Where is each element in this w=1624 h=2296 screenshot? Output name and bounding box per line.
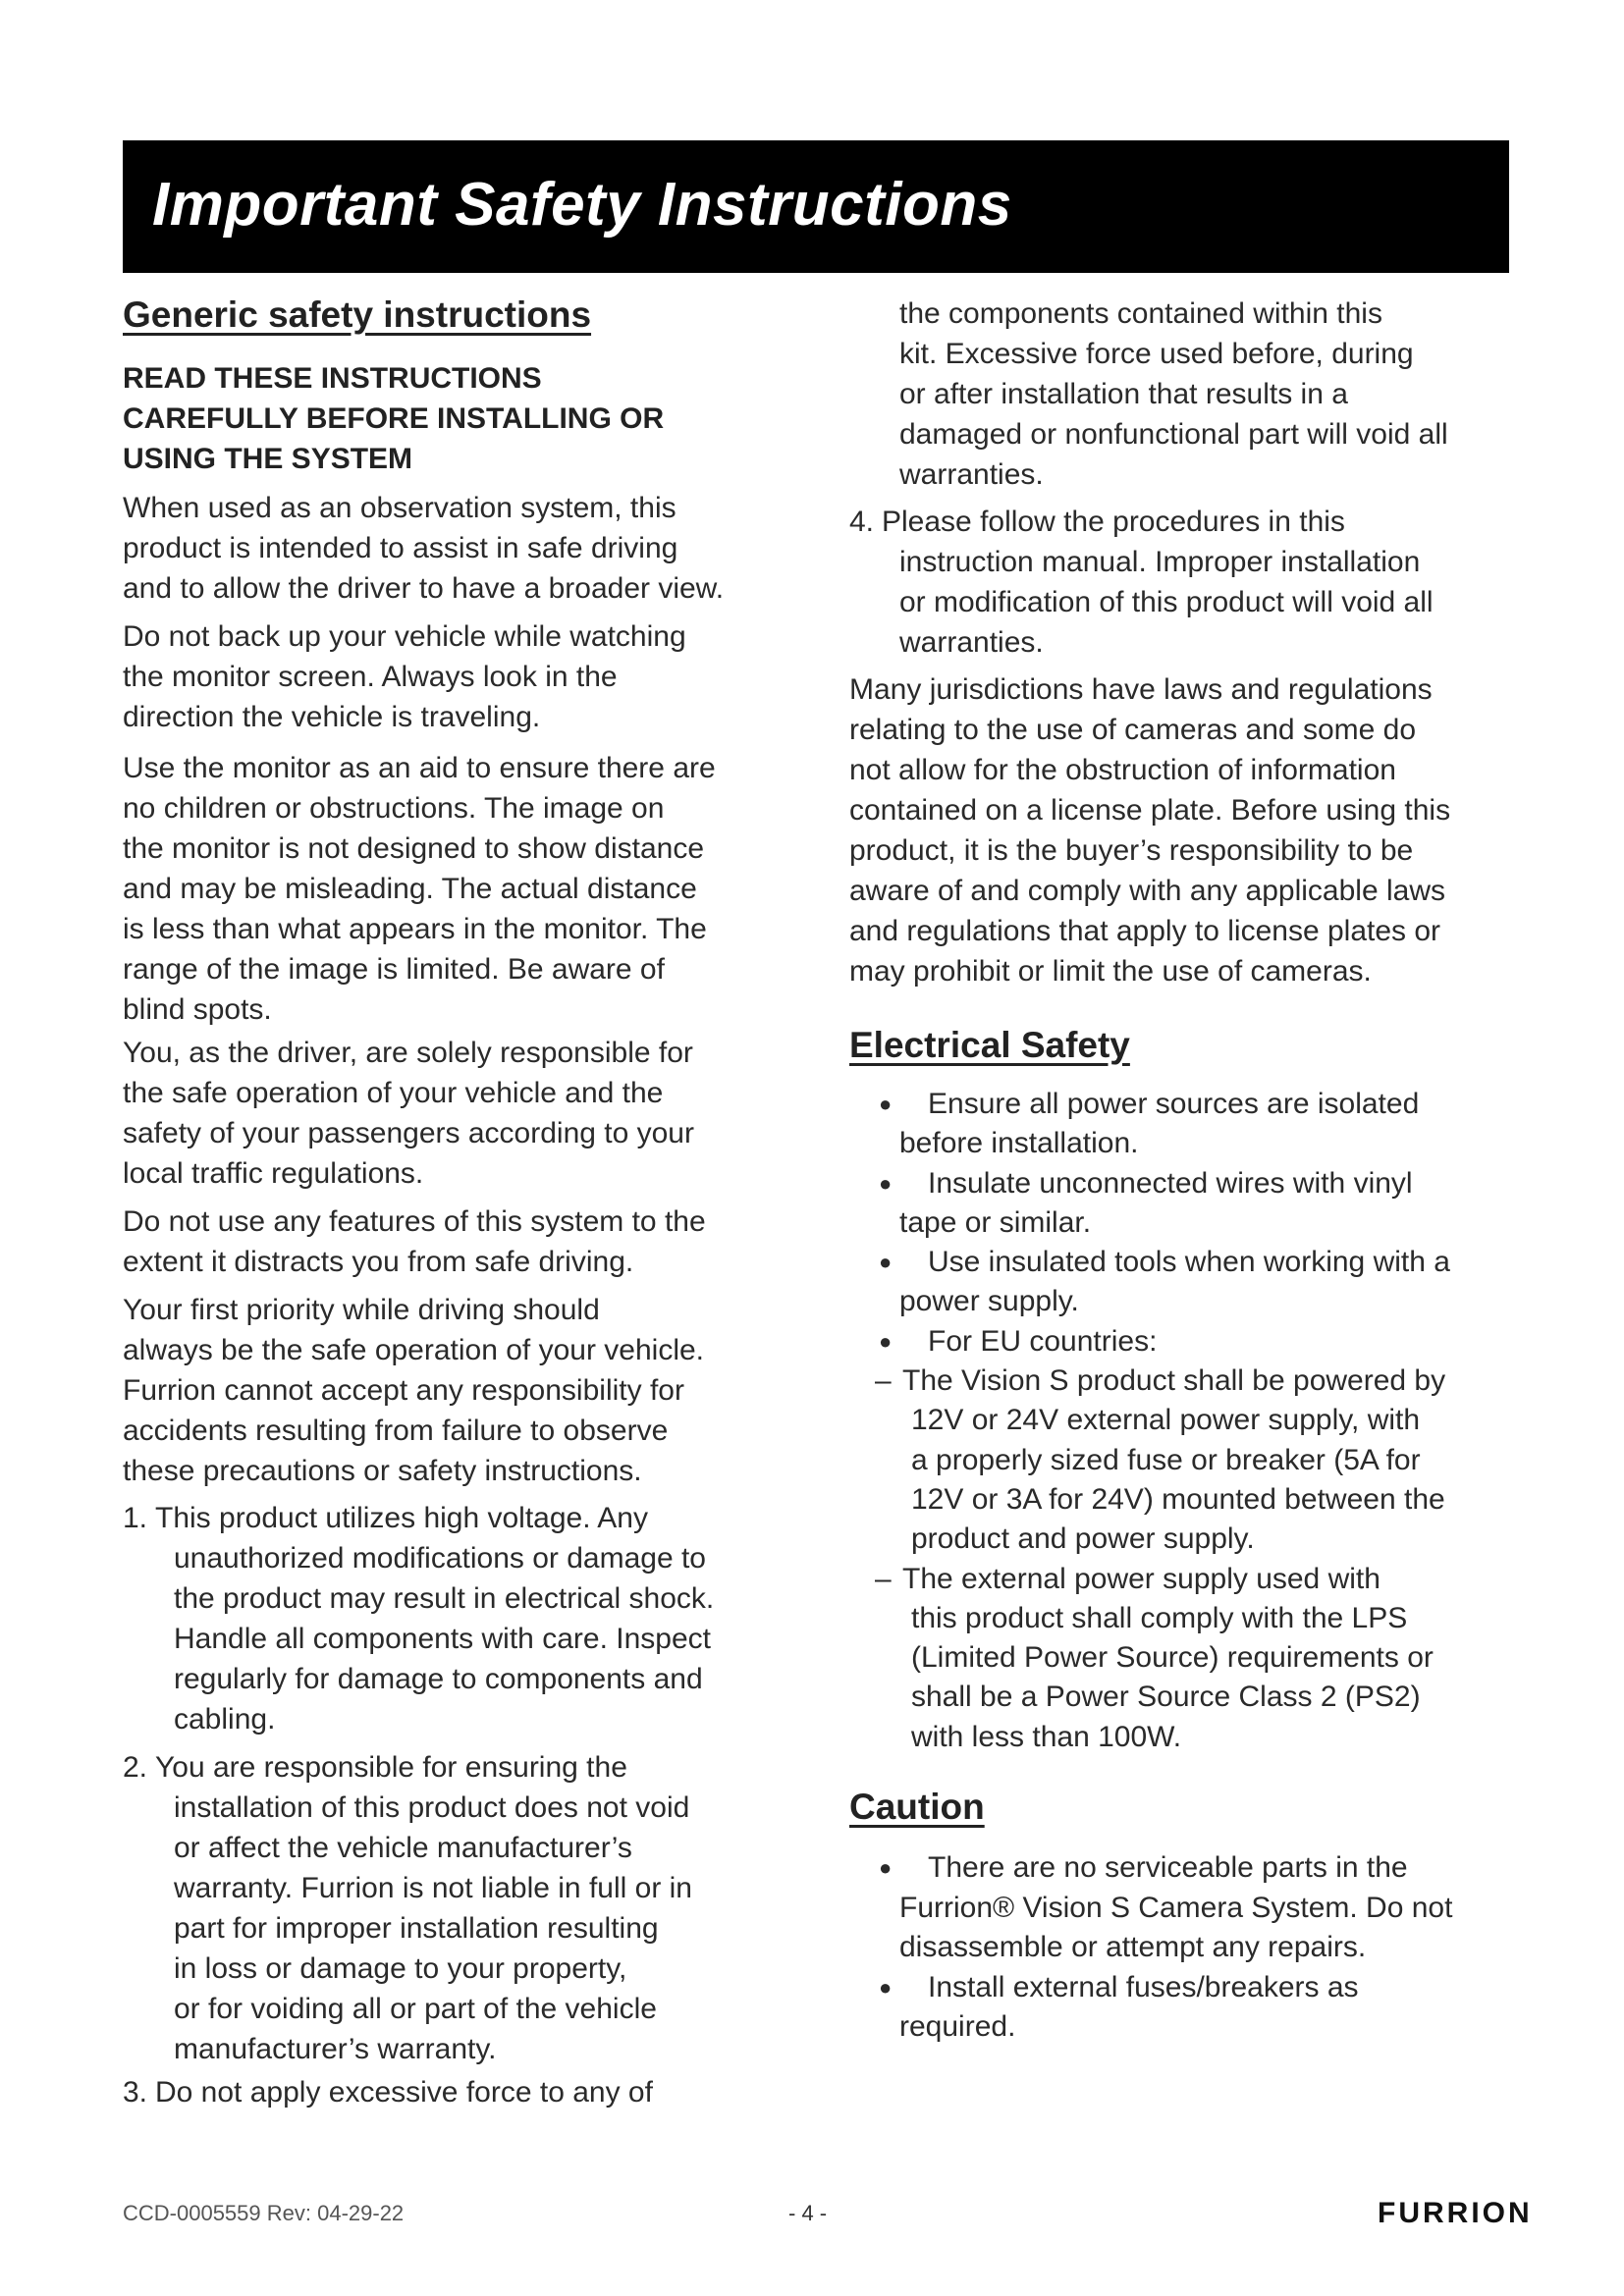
text-line: these precautions or safety instructions. <box>123 1455 642 1487</box>
text-line: Do not use any features of this system to the <box>123 1205 706 1238</box>
text-line: the monitor is not designed to show distance <box>123 832 705 865</box>
text-line: direction the vehicle is traveling. <box>123 701 541 733</box>
text-line: and to allow the driver to have a broader view. <box>123 572 725 605</box>
text-line: Furrion® Vision S Camera System. Do not <box>899 1891 1453 1924</box>
text-line: tape or similar. <box>899 1205 1092 1239</box>
electrical-safety-heading: Electrical Safety <box>849 1025 1130 1065</box>
numbered-item <box>123 2072 810 2112</box>
bullet-icon: ● <box>879 1974 893 2000</box>
text-line: cabling. <box>174 1703 276 1735</box>
numbered-item-2 <box>123 1747 810 2069</box>
item-marker: 4. <box>849 506 875 538</box>
text-line: no children or obstructions. The image on <box>123 792 665 825</box>
text-line: USING THE SYSTEM <box>123 443 413 475</box>
text-line: This product utilizes high voltage. Any <box>155 1502 648 1534</box>
bullet-icon: ● <box>879 1170 893 1196</box>
furrion-logo: FURRION <box>1378 2197 1533 2229</box>
generic-heading: Generic safety instructions <box>123 294 592 335</box>
electrical-safety-list <box>849 1085 1527 1757</box>
text-line: Use insulated tools when working with a <box>928 1246 1450 1279</box>
bullet-item <box>849 1085 1527 1164</box>
numbered-item <box>123 1747 810 2069</box>
bullet-item <box>849 1968 1527 2048</box>
numbered-item <box>123 1498 810 1739</box>
text-line: manufacturer’s warranty. <box>174 2033 497 2065</box>
text-line: warranty. Furrion is not liable in full or in <box>174 1872 692 1904</box>
numbered-item-1 <box>123 1498 810 1739</box>
text-line: the components contained within this <box>899 297 1382 330</box>
text-line: or for voiding all or part of the vehicle <box>174 1993 657 2025</box>
text-line: safety of your passengers according to your <box>123 1117 694 1149</box>
caution-heading: Caution <box>849 1787 985 1827</box>
paragraph <box>123 1033 810 1194</box>
numbered-item <box>849 502 1527 663</box>
text-line: READ THESE INSTRUCTIONS <box>123 362 542 395</box>
text-line: Do not back up your vehicle while watching <box>123 620 686 653</box>
text-line: the monitor screen. Always look in the <box>123 661 618 693</box>
text-line: product, it is the buyer’s responsibility to be <box>849 834 1414 867</box>
numbered-item-3 <box>123 2072 810 2112</box>
bullet-item <box>849 1164 1527 1244</box>
text-line: Furrion cannot accept any responsibility for <box>123 1374 684 1407</box>
text-line: For EU countries: <box>928 1324 1158 1358</box>
bullet-icon: ● <box>879 1092 893 1116</box>
bullet-item <box>849 1243 1527 1322</box>
text-line: installation of this product does not void <box>174 1791 690 1824</box>
item-marker: 2. <box>123 1751 148 1784</box>
text-line: in loss or damage to your property, <box>174 1952 627 1985</box>
text-line: contained on a license plate. Before using this <box>849 794 1451 827</box>
text-line: blind spots. <box>123 993 272 1026</box>
text-line: always be the safe operation of your vehicle. <box>123 1334 705 1366</box>
bullet-item <box>849 1322 1527 1362</box>
paragraph <box>123 748 810 1030</box>
text-line: may prohibit or limit the use of cameras. <box>849 955 1372 988</box>
text-line: There are no serviceable parts in the <box>928 1851 1408 1884</box>
item-marker: – <box>875 1364 892 1398</box>
text-line: not allow for the obstruction of information <box>849 754 1396 786</box>
text-line: instruction manual. Improper installation <box>899 546 1421 578</box>
text-line: the safe operation of your vehicle and the <box>123 1077 664 1109</box>
text-line: warranties. <box>899 626 1044 659</box>
dash-item <box>849 1560 1527 1757</box>
text-line: this product shall comply with the LPS <box>911 1601 1408 1634</box>
text-line: part for improper installation resulting <box>174 1912 659 1945</box>
paragraph <box>123 1290 810 1491</box>
text-line: 12V or 3A for 24V) mounted between the <box>911 1482 1445 1516</box>
text-line: damaged or nonfunctional part will void all <box>899 418 1448 451</box>
text-line: Please follow the procedures in this <box>882 506 1345 538</box>
text-line: The external power supply used with <box>902 1562 1380 1595</box>
bullet-item <box>849 1848 1527 1968</box>
page-title: Important Safety Instructions <box>152 171 1012 239</box>
text-line: the product may result in electrical shock. <box>174 1582 715 1615</box>
text-line: disassemble or attempt any repairs. <box>899 1931 1367 1963</box>
text-line: CAREFULLY BEFORE INSTALLING OR <box>123 402 665 435</box>
paragraph <box>123 1201 810 1282</box>
text-line: You are responsible for ensuring the <box>155 1751 627 1784</box>
dash-item <box>849 1362 1527 1559</box>
text-line: a properly sized fuse or breaker (5A for <box>911 1443 1421 1476</box>
text-line: relating to the use of cameras and some do <box>849 714 1417 746</box>
text-line: and regulations that apply to license plates or <box>849 915 1441 947</box>
text-line: or after installation that results in a <box>899 378 1348 410</box>
text-line: 12V or 24V external power supply, with <box>911 1404 1421 1437</box>
title-banner <box>123 140 1509 273</box>
text-line: is less than what appears in the monitor. The <box>123 913 707 945</box>
bullet-icon: ● <box>879 1250 893 1275</box>
text-line: with less than 100W. <box>911 1720 1182 1753</box>
text-line: or modification of this product will void all <box>899 586 1434 618</box>
text-line: accidents resulting from failure to observe <box>123 1415 669 1447</box>
text-line: (Limited Power Source) requirements or <box>911 1641 1434 1675</box>
text-line: Install external fuses/breakers as <box>928 1970 1359 2003</box>
text-line: The Vision S product shall be powered by <box>902 1364 1446 1398</box>
text-line: aware of and comply with any applicable laws <box>849 875 1445 907</box>
caution-list <box>849 1848 1527 2048</box>
text-line: warranties. <box>899 458 1044 491</box>
text-line: Use the monitor as an aid to ensure there are <box>123 752 716 784</box>
text-line: kit. Excessive force used before, during <box>899 338 1414 370</box>
paragraph <box>123 616 810 737</box>
text-line: Do not apply excessive force to any of <box>155 2076 653 2109</box>
numbered-item-3-continued <box>849 294 1577 495</box>
text-line: Handle all components with care. Inspect <box>174 1623 711 1655</box>
text-line: You, as the driver, are solely responsible for <box>123 1037 693 1069</box>
item-marker: 3. <box>123 2076 148 2109</box>
bullet-icon: ● <box>879 1328 893 1354</box>
text-line: unauthorized modifications or damage to <box>174 1542 706 1575</box>
page-number: - 4 - <box>788 2201 828 2225</box>
text-line: local traffic regulations. <box>123 1157 424 1190</box>
numbered-item-4 <box>849 502 1527 663</box>
read-instructions-notice <box>123 358 810 479</box>
text-line: range of the image is limited. Be aware of <box>123 953 665 986</box>
text-line: or affect the vehicle manufacturer’s <box>174 1832 632 1864</box>
text-line: regularly for damage to components and <box>174 1663 703 1695</box>
text-line: shall be a Power Source Class 2 (PS2) <box>911 1681 1421 1714</box>
document-id: CCD-0005559 Rev: 04-29-22 <box>123 2201 405 2225</box>
text-line: Your first priority while driving should <box>123 1294 600 1326</box>
paragraph <box>123 488 810 609</box>
text-line: extent it distracts you from safe driving. <box>123 1246 634 1278</box>
text-line: Ensure all power sources are isolated <box>928 1088 1420 1120</box>
text-line: before installation. <box>899 1127 1139 1160</box>
text-line: Many jurisdictions have laws and regulations <box>849 673 1433 706</box>
text-line: required. <box>899 2010 1016 2043</box>
text-line: Insulate unconnected wires with vinyl <box>928 1166 1413 1200</box>
laws-paragraph <box>849 669 1527 991</box>
text-line: product is intended to assist in safe driving <box>123 532 678 564</box>
bullet-icon: ● <box>879 1855 893 1880</box>
item-marker: 1. <box>123 1502 148 1534</box>
text-line: power supply. <box>899 1285 1079 1318</box>
text-line: When used as an observation system, this <box>123 492 677 524</box>
text-line: and may be misleading. The actual distance <box>123 873 697 905</box>
text-line: product and power supply. <box>911 1522 1255 1556</box>
item-marker: – <box>875 1562 892 1595</box>
